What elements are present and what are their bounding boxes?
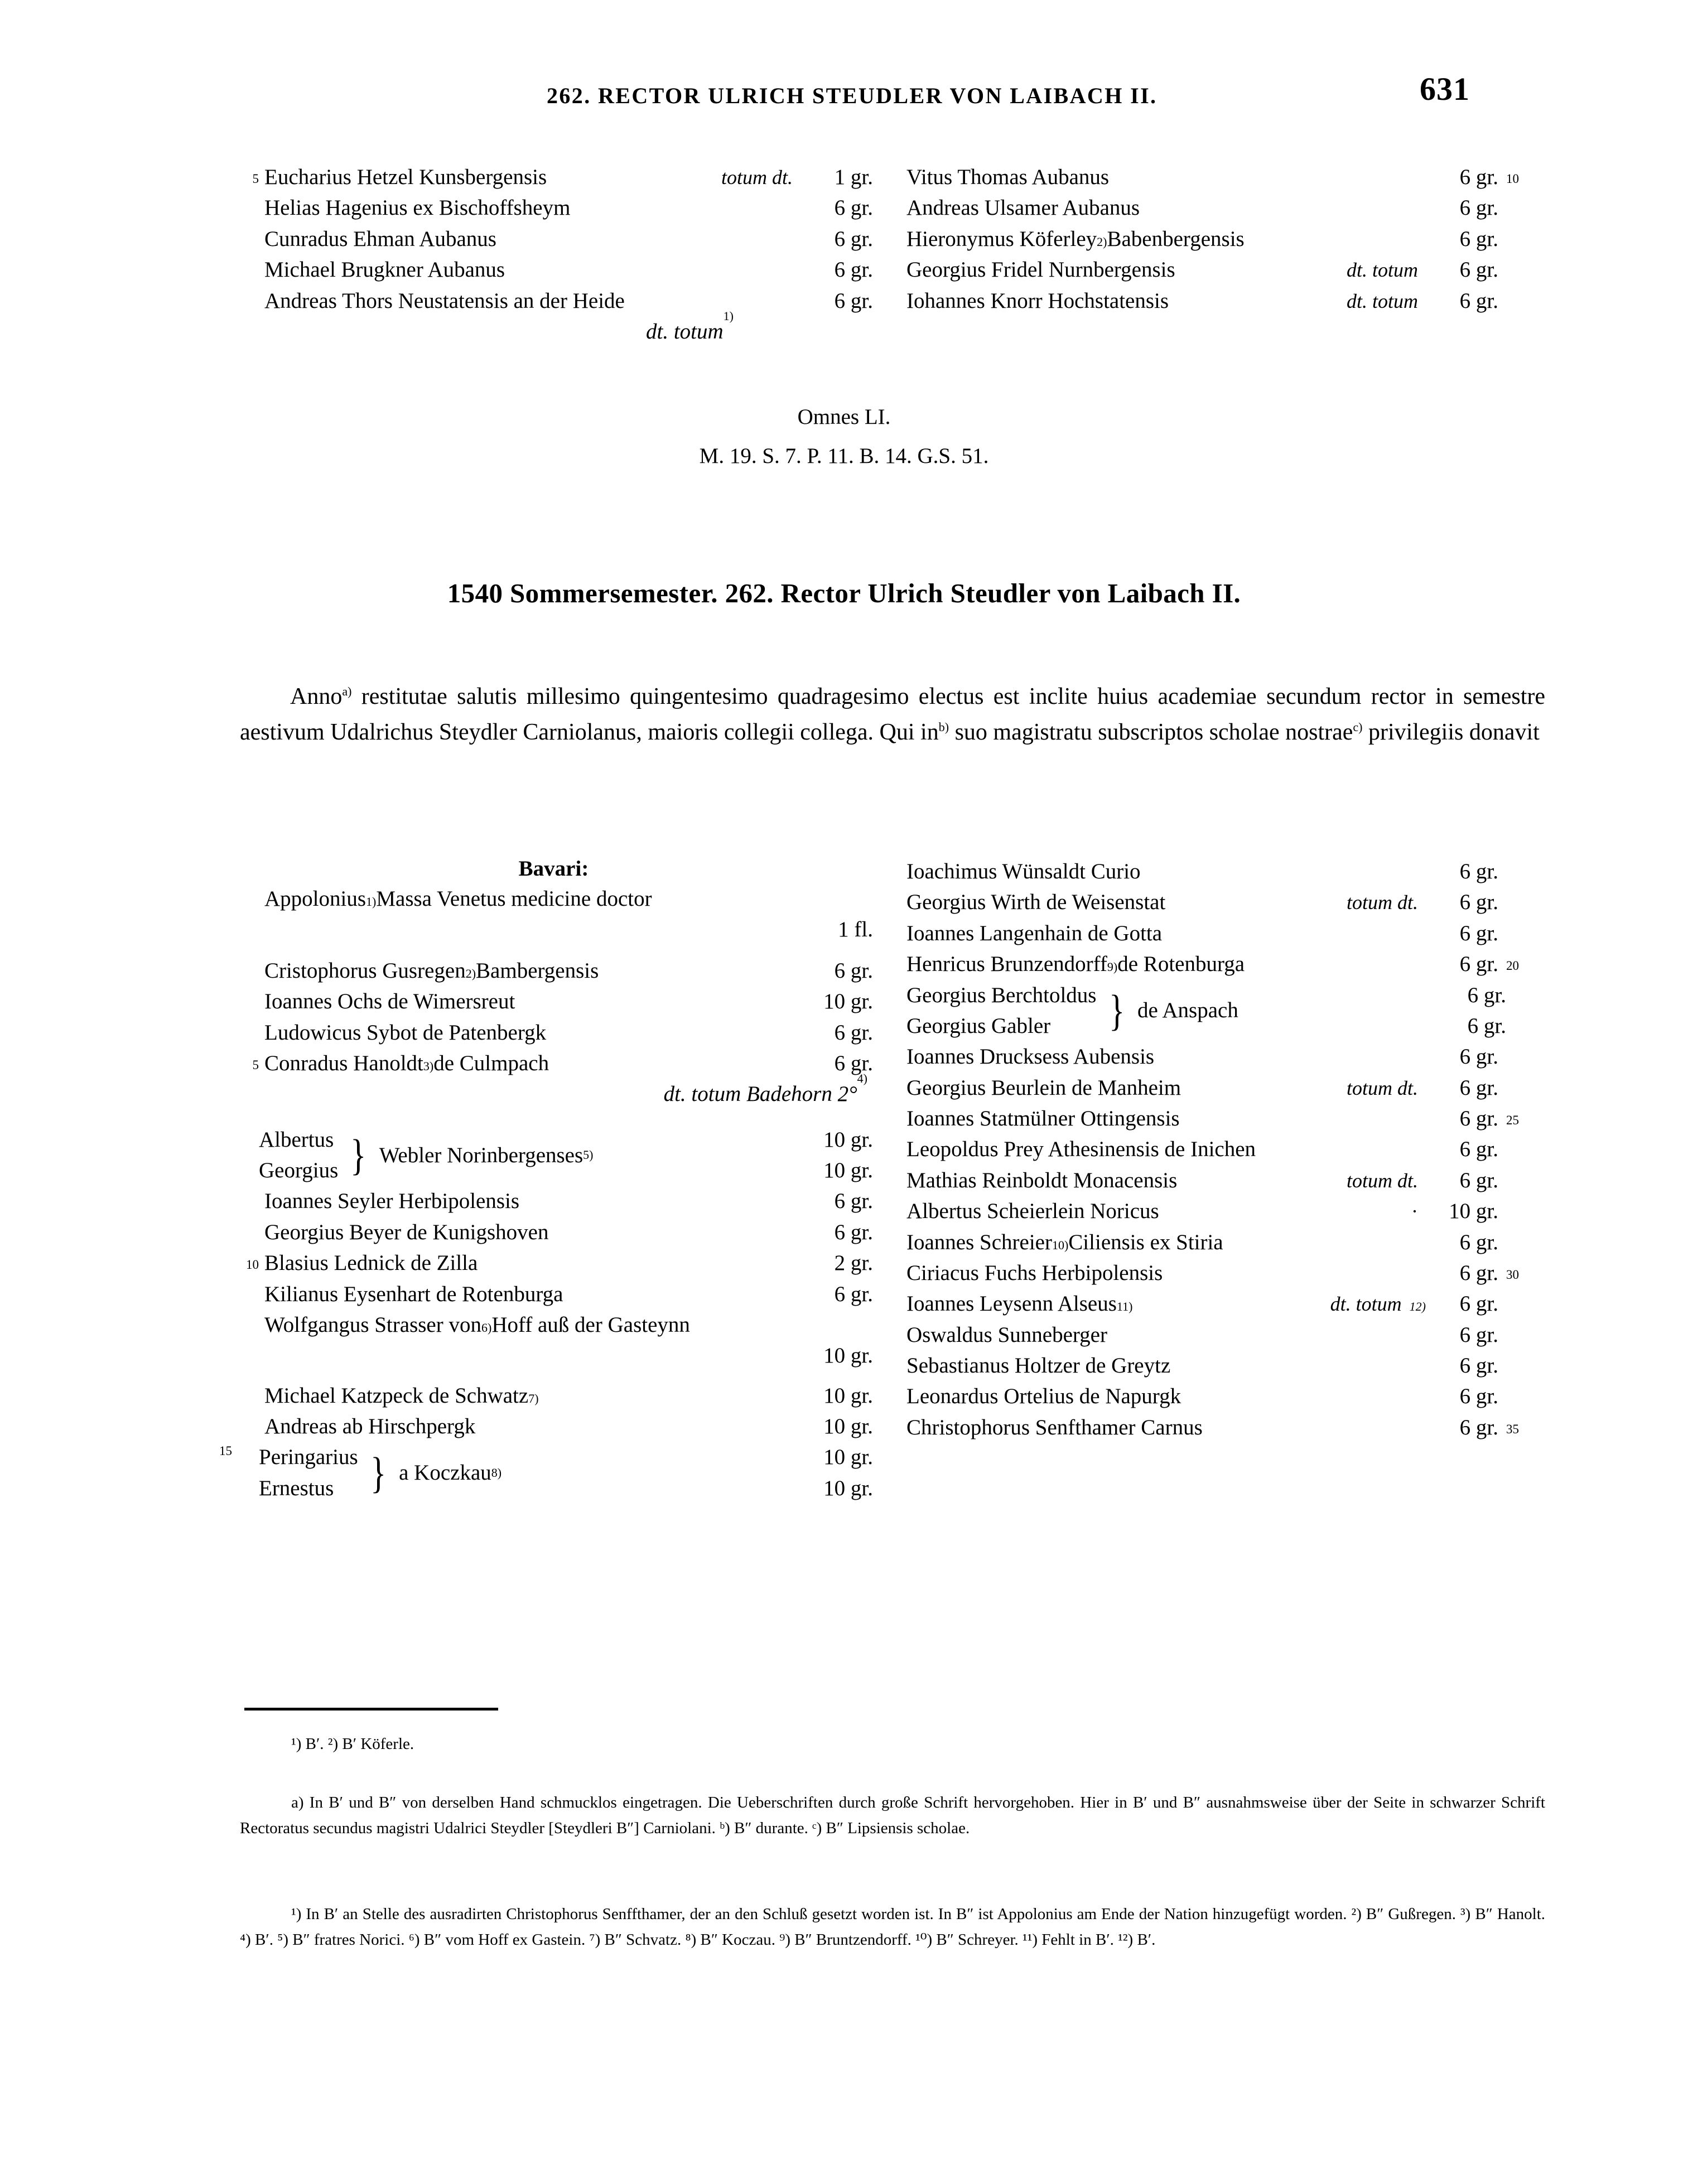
entry-name: Leopoldus Prey Athesinensis de Inichen bbox=[906, 1137, 1256, 1162]
roll-entry bbox=[234, 1186, 873, 1216]
entry-continuation bbox=[234, 914, 873, 945]
entry-name: Mathias Reinboldt Monacensis bbox=[906, 1168, 1178, 1192]
entry-note: dt. totum bbox=[1330, 1293, 1402, 1316]
line-number: 10 bbox=[1506, 172, 1519, 186]
roll-entry bbox=[906, 1258, 1545, 1288]
roll-entry: Henricus Brunzendorff 9) de Rotenburga 6 gr. 20 bbox=[906, 949, 1545, 979]
entry-amount: 10 gr. bbox=[823, 1445, 873, 1470]
roll-entry bbox=[906, 1412, 1545, 1443]
entry-name: Georgius Fridel Nurnbergensis bbox=[906, 258, 1175, 282]
roll-entry: 5 Conradus Hanoldt 3) de Culmpach 6 gr. bbox=[234, 1048, 873, 1079]
entry-name: Ernestus bbox=[259, 1476, 334, 1500]
omnes-total: Omnes LI. bbox=[797, 405, 891, 429]
line-number: 5 bbox=[252, 172, 259, 186]
page-folio-number: 631 bbox=[1420, 71, 1470, 107]
running-head bbox=[240, 71, 1470, 109]
roll-entry bbox=[234, 286, 873, 316]
footnote-ref: 1) bbox=[723, 308, 734, 323]
entry-continuation bbox=[234, 308, 873, 347]
entry-amount: 6 gr. bbox=[834, 1051, 873, 1075]
entry-amount: 6 gr. bbox=[1459, 1292, 1498, 1316]
roll-brace-group: Albertus Georgius } Webler Norinbergenses 5) 10 gr. 10 gr. bbox=[234, 1124, 873, 1186]
roll-entry bbox=[906, 887, 1545, 917]
entry-amount: 6 gr. bbox=[1459, 1045, 1498, 1069]
section-title: 1540 Sommersemester. 262. Rector Ulrich Steudler von Laibach II. bbox=[447, 578, 1241, 608]
brace-names bbox=[259, 1124, 338, 1186]
entry-name: Cristophorus Gusregen bbox=[264, 958, 466, 983]
roll-entry bbox=[906, 162, 1545, 192]
brace-label: a Koczkau bbox=[399, 1461, 491, 1485]
entry-name: Georgius Beyer de Kunigshoven bbox=[264, 1220, 549, 1244]
entry-name: Ioannes Statmülner Ottingensis bbox=[906, 1107, 1180, 1130]
entry-name: Ioannes Ochs de Wimersreut bbox=[264, 989, 515, 1014]
nation-heading: Bavari: bbox=[518, 857, 589, 881]
entry-name: Sebastianus Holtzer de Greytz bbox=[906, 1354, 1171, 1378]
entry-amount: 6 gr. bbox=[834, 196, 873, 220]
footnote-ref-c: c) bbox=[1353, 720, 1363, 735]
entry-amount: 6 gr. bbox=[1459, 1415, 1498, 1439]
roll-brace-group bbox=[906, 980, 1545, 1042]
entry-name: Blasius Lednick de Zilla bbox=[264, 1251, 478, 1275]
entry-amount: 6 gr. bbox=[834, 226, 873, 251]
roll-entry bbox=[906, 1381, 1545, 1412]
roll-entry bbox=[906, 254, 1545, 285]
roll-brace-group: 15 Peringarius Ernestus } a Koczkau 8) 10 gr. 10 gr. bbox=[234, 1442, 873, 1504]
entry-amount: 1 gr. bbox=[834, 165, 873, 189]
entry-amount: 6 gr. bbox=[834, 1020, 873, 1045]
brace-amounts bbox=[823, 1442, 873, 1504]
entry-note-line bbox=[234, 1071, 873, 1109]
entry-name-tail: Ciliensis ex Stiria bbox=[1068, 1230, 1223, 1254]
entry-amount: 6 gr. bbox=[1459, 1230, 1498, 1254]
line-number: 15 bbox=[219, 1444, 232, 1458]
prev-roll-right-column bbox=[873, 162, 1545, 347]
roll-entry bbox=[234, 986, 873, 1017]
line-number: 5 bbox=[252, 1057, 259, 1072]
entry-name-tail: Babenbergensis bbox=[1107, 226, 1245, 251]
brace-label: de Anspach bbox=[1137, 998, 1238, 1023]
roll-entry bbox=[234, 1279, 873, 1310]
entry-name: Georgius Berchtoldus bbox=[906, 983, 1097, 1007]
entry-amount: 6 gr. bbox=[1459, 258, 1498, 282]
entry-amount: 6 gr. bbox=[1459, 226, 1498, 251]
entry-amount: 1 fl. bbox=[838, 917, 873, 942]
line-number: 25 bbox=[1506, 1113, 1519, 1127]
roll-entry bbox=[234, 224, 873, 254]
roll-entry: Michael Katzpeck de Schwatz 7) 10 gr. bbox=[234, 1380, 873, 1411]
entry-amount: 6 gr. bbox=[1467, 983, 1506, 1007]
entry-name: Georgius Gabler bbox=[906, 1013, 1051, 1038]
entry-name: Henricus Brunzendorff bbox=[906, 952, 1107, 977]
footnote-ref-a: a) bbox=[342, 684, 352, 698]
footnote-previous-section: ¹) B′. ²) B′ Köferle. bbox=[291, 1735, 414, 1753]
entry-amount: 6 gr. bbox=[1459, 1075, 1498, 1100]
roll-entry bbox=[906, 1103, 1545, 1134]
entry-name: Albertus Scheierlein Noricus bbox=[906, 1199, 1159, 1224]
entry-amount: 6 gr. bbox=[1459, 165, 1498, 189]
entry-note: · bbox=[1411, 1200, 1418, 1223]
roll-entry bbox=[906, 1196, 1545, 1226]
line-number: 35 bbox=[1506, 1422, 1519, 1436]
entry-note: totum dt. bbox=[1346, 891, 1418, 914]
entry-name: Andreas ab Hirschpergk bbox=[264, 1414, 476, 1438]
entry-amount: 6 gr. bbox=[1459, 1322, 1498, 1347]
roll-entry bbox=[906, 192, 1545, 223]
rector-statement bbox=[240, 679, 1545, 751]
continuation-note: dt. totum bbox=[646, 319, 724, 344]
entry-amount: 10 gr. bbox=[823, 1414, 873, 1438]
brace-label: Webler Norinbergenses bbox=[379, 1143, 583, 1167]
brace-names bbox=[259, 1442, 358, 1504]
entry-name: Ludowicus Sybot de Patenbergk bbox=[264, 1020, 547, 1045]
roll-entry: Hieronymus Köferley 2) Babenbergensis 6 gr. bbox=[906, 224, 1545, 254]
entry-amount: 6 gr. bbox=[1459, 1107, 1498, 1130]
entry-amount: 6 gr. bbox=[1459, 890, 1498, 915]
entry-name: Kilianus Eysenhart de Rotenburga bbox=[264, 1282, 563, 1306]
entry-name: Eucharius Hetzel Kunsbergensis bbox=[264, 165, 547, 189]
roll-entry: Wolfgangus Strasser von 6) Hoff auß der Gasteynn bbox=[234, 1310, 873, 1340]
faculty-summary: M. 19. S. 7. P. 11. B. 14. G.S. 51. bbox=[699, 444, 989, 468]
entry-amount: 10 gr. bbox=[823, 1383, 873, 1408]
footnote-ref: 4) bbox=[857, 1071, 867, 1086]
running-head-title: 262. RECTOR ULRICH STEUDLER VON LAIBACH II. bbox=[547, 83, 1158, 108]
roll-entry bbox=[906, 1134, 1545, 1165]
entry-name: Georgius bbox=[259, 1158, 339, 1182]
roll-entry: Cristophorus Gusregen 2) Bambergensis 6 gr. bbox=[234, 955, 873, 986]
entry-amount: 6 gr. bbox=[1459, 1384, 1498, 1409]
brace-icon: } bbox=[1108, 985, 1125, 1035]
entry-note: totum dt. bbox=[1346, 1076, 1418, 1099]
continuation-note: dt. totum Badehorn 2° bbox=[663, 1082, 857, 1107]
entry-name: Helias Hagenius ex Bischoffsheym bbox=[264, 196, 571, 220]
entry-name: Georgius Beurlein de Manheim bbox=[906, 1075, 1181, 1100]
roll-left-column bbox=[219, 856, 873, 1504]
entry-name: Oswaldus Sunneberger bbox=[906, 1322, 1107, 1347]
roll-entry bbox=[234, 1017, 873, 1048]
entry-continuation bbox=[234, 1340, 873, 1371]
entry-amount: 6 gr. bbox=[1459, 196, 1498, 220]
roll-entry bbox=[906, 1072, 1545, 1103]
entry-note: dt. totum bbox=[1346, 289, 1418, 312]
line-number: 20 bbox=[1506, 959, 1519, 973]
entry-amount: 6 gr. bbox=[1459, 1354, 1498, 1378]
entry-name-tail: de Rotenburga bbox=[1117, 952, 1245, 977]
entry-amount: 10 gr. bbox=[1449, 1199, 1498, 1224]
entry-amount: 2 gr. bbox=[834, 1251, 873, 1275]
roll-entry bbox=[906, 1350, 1545, 1381]
footnote-separator bbox=[244, 1708, 498, 1711]
entry-amount: 6 gr. bbox=[1459, 952, 1498, 977]
entry-note: totum dt. bbox=[721, 166, 793, 189]
entry-name: Appolonius bbox=[264, 887, 366, 911]
footnote-ref-b: b) bbox=[938, 720, 949, 735]
entry-amount: 10 gr. bbox=[823, 1344, 873, 1368]
entry-amount: 10 gr. bbox=[823, 1158, 873, 1182]
roll-entry bbox=[906, 1320, 1545, 1350]
entry-name: Michael Katzpeck de Schwatz bbox=[264, 1383, 529, 1408]
roll-entry bbox=[906, 1165, 1545, 1196]
brace-icon: } bbox=[370, 1448, 386, 1497]
entry-name-tail: de Culmpach bbox=[433, 1051, 549, 1075]
footnote-numbers: ¹) In B′ an Stelle des ausradirten Christophorus Senffthamer, der an den Schluß gesetzt worden ist. In B″ ist Appolonius am Ende der Nation hinzugefügt worden. ²) B″ Gußregen. ³) B″ Hanolt. ⁴) B′. ⁵) B″ fratres Norici. ⁶) B″ vom Hoff ex Gastein. ⁷) B″ Schvatz. ⁸) B″ Koczau. ⁹) B″ Bruntzendorff. ¹⁰) B″ Schreyer. ¹¹) Fehlt in B′. ¹²) B′. bbox=[240, 1905, 1545, 1949]
entry-amount: 10 gr. bbox=[823, 1127, 873, 1152]
entry-amount: 6 gr. bbox=[834, 1189, 873, 1214]
entry-name: Christophorus Senfthamer Carnus bbox=[906, 1415, 1203, 1439]
entry-name: Michael Brugkner Aubanus bbox=[264, 258, 505, 282]
entry-name-tail: Hoff auß der Gasteynn bbox=[491, 1312, 690, 1337]
brace-amounts bbox=[1468, 980, 1506, 1042]
para-part-4: privilegiis donavit bbox=[1362, 719, 1540, 746]
roll-entry: Appolonius 1) Massa Venetus medicine doctor bbox=[234, 883, 873, 914]
entry-name: Ioannes Leysenn Alseus bbox=[906, 1292, 1117, 1316]
footnote-letters: a) In B′ und B″ von derselben Hand schmucklos eingetragen. Die Ueberschriften durch große Schrift hervorgehoben. Hier in B′ und B″ ausnahmsweise über der Seite in schwarzer Schrift Rectoratus secundus magistri Udalrici Steydler [Steydleri B″] Carniolani. ᵇ) B″ durante. ᶜ) B″ Lipsiensis scholae. bbox=[240, 1794, 1545, 1837]
prev-roll-left-column bbox=[234, 162, 873, 347]
entry-name: Iohannes Knorr Hochstatensis bbox=[906, 288, 1169, 313]
line-number: 30 bbox=[1506, 1267, 1519, 1282]
entry-note: totum dt. bbox=[1346, 1169, 1418, 1192]
para-part-2: restitutae salutis millesimo quingentesimo quadragesimo electus est inclite huius academiae secundum rector in semestre aestivum Udalrichus Steydler Carniolanus, maioris collegii collega. Qui in bbox=[240, 684, 1545, 746]
entry-amount: 10 gr. bbox=[823, 1476, 873, 1500]
roll-entry: Ioannes Schreier 10) Ciliensis ex Stiria 6 gr. bbox=[906, 1227, 1545, 1258]
roll-entry bbox=[906, 286, 1545, 316]
entry-amount: 6 gr. bbox=[1459, 921, 1498, 945]
entry-name: Conradus Hanoldt bbox=[264, 1051, 423, 1075]
entry-name: Cunradus Ehman Aubanus bbox=[264, 226, 496, 251]
entry-name: Ioannes Schreier bbox=[906, 1230, 1052, 1254]
entry-amount: 6 gr. bbox=[1459, 859, 1498, 883]
entry-amount: 6 gr. bbox=[1459, 288, 1498, 313]
entry-amount: 6 gr. bbox=[1459, 1168, 1498, 1192]
entry-name-tail: Bambergensis bbox=[476, 958, 599, 983]
matriculation-roll bbox=[219, 856, 1545, 1504]
entry-amount: 6 gr. bbox=[834, 288, 873, 313]
line-number: 10 bbox=[246, 1258, 259, 1272]
roll-entry bbox=[906, 1041, 1545, 1072]
entry-name: Ioannes Langenhain de Gotta bbox=[906, 921, 1163, 945]
brace-names bbox=[906, 980, 1097, 1042]
entry-name: Ioachimus Wünsaldt Curio bbox=[906, 859, 1141, 883]
roll-entry bbox=[234, 162, 873, 192]
entry-name: Andreas Thors Neustatensis an der Heide bbox=[264, 288, 625, 313]
entry-amount: 6 gr. bbox=[1459, 1137, 1498, 1162]
para-part-1: Anno bbox=[290, 684, 343, 709]
roll-entry bbox=[906, 918, 1545, 949]
roll-right-column bbox=[873, 856, 1545, 1504]
entry-name: Vitus Thomas Aubanus bbox=[906, 165, 1110, 189]
roll-entry bbox=[234, 1411, 873, 1442]
entry-name: Peringarius bbox=[259, 1445, 358, 1470]
entry-amount: 6 gr. bbox=[834, 958, 873, 983]
entry-name: Ciriacus Fuchs Herbipolensis bbox=[906, 1260, 1163, 1285]
roll-entry: Ioannes Leysenn Alseus 11) dt. totum 12) 6 gr. bbox=[906, 1288, 1545, 1319]
entry-name: Ioannes Seyler Herbipolensis bbox=[264, 1189, 520, 1214]
roll-entry bbox=[234, 254, 873, 285]
previous-section-roll bbox=[234, 162, 1545, 347]
roll-entry bbox=[234, 192, 873, 223]
brace-icon: } bbox=[350, 1130, 366, 1179]
entry-amount: 6 gr. bbox=[1459, 1260, 1498, 1285]
para-part-3: suo magistratu subscriptos scholae nostrae bbox=[949, 719, 1353, 746]
entry-amount: 6 gr. bbox=[834, 1282, 873, 1306]
brace-amounts bbox=[823, 1124, 873, 1186]
entry-name-tail: Massa Venetus medicine doctor bbox=[376, 887, 652, 911]
roll-entry bbox=[234, 1217, 873, 1248]
roll-entry bbox=[906, 856, 1545, 887]
entry-amount: 6 gr. bbox=[1467, 1013, 1506, 1038]
roll-entry bbox=[234, 1248, 873, 1278]
entry-name: Albertus bbox=[259, 1127, 334, 1152]
entry-name: Georgius Wirth de Weisenstat bbox=[906, 890, 1166, 915]
entry-amount: 10 gr. bbox=[823, 989, 873, 1014]
entry-name: Wolfgangus Strasser von bbox=[264, 1312, 481, 1337]
entry-name: Andreas Ulsamer Aubanus bbox=[906, 196, 1140, 220]
entry-name: Hieronymus Köferley bbox=[906, 226, 1097, 251]
entry-name: Ioannes Drucksess Aubensis bbox=[906, 1045, 1155, 1069]
entry-name: Leonardus Ortelius de Napurgk bbox=[906, 1384, 1181, 1409]
entry-amount: 6 gr. bbox=[834, 258, 873, 282]
entry-amount: 6 gr. bbox=[834, 1220, 873, 1244]
entry-note: dt. totum bbox=[1346, 259, 1418, 282]
